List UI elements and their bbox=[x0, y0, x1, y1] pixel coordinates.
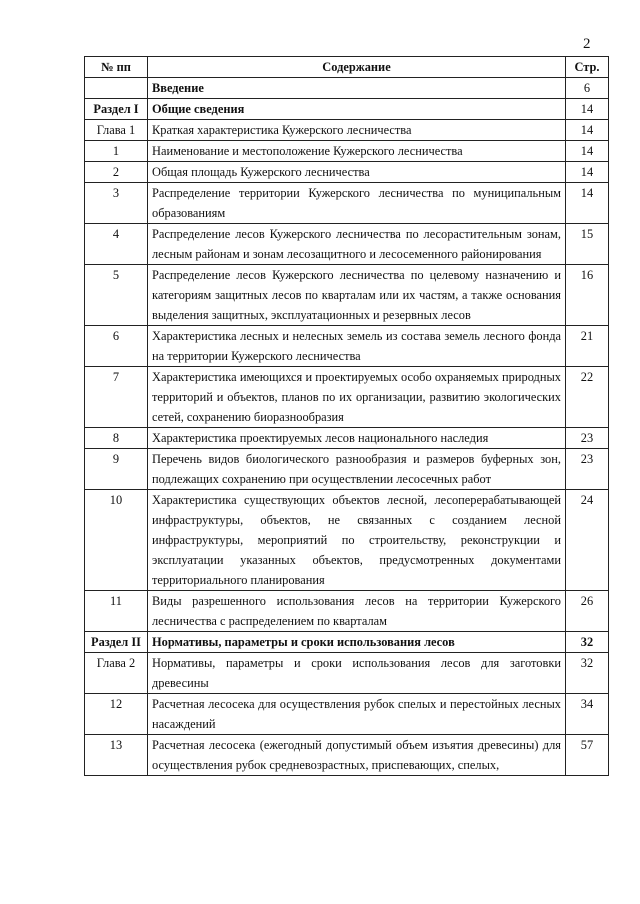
row-page: 32 bbox=[566, 653, 609, 694]
row-num: 7 bbox=[85, 367, 148, 428]
row-text: Наименование и местоположение Кужерского лесничества bbox=[148, 141, 566, 162]
table-row bbox=[85, 653, 609, 694]
row-page: 34 bbox=[566, 694, 609, 735]
row-page: 15 bbox=[566, 224, 609, 265]
row-text: Введение bbox=[148, 78, 566, 99]
row-num: Глава 2 bbox=[85, 653, 148, 694]
row-text: Расчетная лесосека для осуществления рубок спелых и перестойных лесных насаждений bbox=[148, 694, 566, 735]
row-text: Виды разрешенного использования лесов на территории Кужерского лесничества с распределением по кварталам bbox=[148, 591, 566, 632]
row-num: 9 bbox=[85, 449, 148, 490]
row-num bbox=[85, 78, 148, 99]
row-page: 16 bbox=[566, 265, 609, 326]
table-row bbox=[85, 326, 609, 367]
table-row bbox=[85, 224, 609, 265]
row-num: Раздел I bbox=[85, 99, 148, 120]
table-row bbox=[85, 591, 609, 632]
row-num: 11 bbox=[85, 591, 148, 632]
row-page: 22 bbox=[566, 367, 609, 428]
row-text: Характеристика имеющихся и проектируемых особо охраняемых природных территорий и объектов, планов по их организации, развитию экологических сетей, сохранению биоразнообразия bbox=[148, 367, 566, 428]
row-num: 13 bbox=[85, 735, 148, 776]
row-num: Раздел II bbox=[85, 632, 148, 653]
row-num: 12 bbox=[85, 694, 148, 735]
table-row bbox=[85, 694, 609, 735]
row-num: 4 bbox=[85, 224, 148, 265]
header-page: Стр. bbox=[566, 57, 609, 78]
table-row bbox=[85, 367, 609, 428]
table-row bbox=[85, 735, 609, 776]
header-num: № пп bbox=[85, 57, 148, 78]
row-text: Распределение территории Кужерского лесничества по муниципальным образованиям bbox=[148, 183, 566, 224]
row-text: Общая площадь Кужерского лесничества bbox=[148, 162, 566, 183]
table-row bbox=[85, 120, 609, 141]
row-page: 6 bbox=[566, 78, 609, 99]
table-row bbox=[85, 78, 609, 99]
table-row bbox=[85, 265, 609, 326]
row-text: Распределение лесов Кужерского лесничества по лесорастительным зонам, лесным районам и зонам лесозащитного и лесосеменного районирования bbox=[148, 224, 566, 265]
header-content: Содержание bbox=[148, 57, 566, 78]
table-row bbox=[85, 449, 609, 490]
table-row bbox=[85, 162, 609, 183]
row-text: Перечень видов биологического разнообразия и размеров буферных зон, подлежащих сохранению при осуществлении лесосечных работ bbox=[148, 449, 566, 490]
row-text: Краткая характеристика Кужерского лесничества bbox=[148, 120, 566, 141]
row-page: 14 bbox=[566, 183, 609, 224]
row-page: 23 bbox=[566, 428, 609, 449]
row-page: 23 bbox=[566, 449, 609, 490]
row-page: 14 bbox=[566, 162, 609, 183]
row-text: Распределение лесов Кужерского лесничества по целевому назначению и категориям защитных лесов по кварталам или их частям, а также основания выделения защитных, эксплуатационных и резервных лесов bbox=[148, 265, 566, 326]
row-page: 21 bbox=[566, 326, 609, 367]
row-text: Общие сведения bbox=[148, 99, 566, 120]
table-row bbox=[85, 428, 609, 449]
table-row bbox=[85, 632, 609, 653]
row-page: 32 bbox=[566, 632, 609, 653]
row-num: 1 bbox=[85, 141, 148, 162]
contents-table bbox=[84, 56, 609, 776]
table-row bbox=[85, 183, 609, 224]
row-text: Нормативы, параметры и сроки использования лесов для заготовки древесины bbox=[148, 653, 566, 694]
row-num: 10 bbox=[85, 490, 148, 591]
row-num: 5 bbox=[85, 265, 148, 326]
row-text: Характеристика существующих объектов лесной, лесоперерабатывающей инфраструктуры, объектов, не связанных с созданием лесной инфраструктуры, мероприятий по строительству, реконструкции и эксплуатации указанных объектов, предусмотренных документами территориального планирования bbox=[148, 490, 566, 591]
row-page: 24 bbox=[566, 490, 609, 591]
row-text: Характеристика проектируемых лесов национального наследия bbox=[148, 428, 566, 449]
table-row bbox=[85, 141, 609, 162]
row-page: 14 bbox=[566, 120, 609, 141]
row-page: 26 bbox=[566, 591, 609, 632]
row-text: Нормативы, параметры и сроки использования лесов bbox=[148, 632, 566, 653]
row-page: 14 bbox=[566, 99, 609, 120]
row-num: Глава 1 bbox=[85, 120, 148, 141]
row-num: 8 bbox=[85, 428, 148, 449]
table-row bbox=[85, 490, 609, 591]
table-header-row bbox=[85, 57, 609, 78]
row-page: 57 bbox=[566, 735, 609, 776]
page-number: 2 bbox=[583, 36, 591, 52]
row-num: 6 bbox=[85, 326, 148, 367]
table-row bbox=[85, 99, 609, 120]
row-num: 3 bbox=[85, 183, 148, 224]
row-text: Расчетная лесосека (ежегодный допустимый объем изъятия древесины) для осуществления рубок средневозрастных, приспевающих, спелых, bbox=[148, 735, 566, 776]
row-num: 2 bbox=[85, 162, 148, 183]
row-text: Характеристика лесных и нелесных земель из состава земель лесного фонда на территории Кужерского лесничества bbox=[148, 326, 566, 367]
row-page: 14 bbox=[566, 141, 609, 162]
